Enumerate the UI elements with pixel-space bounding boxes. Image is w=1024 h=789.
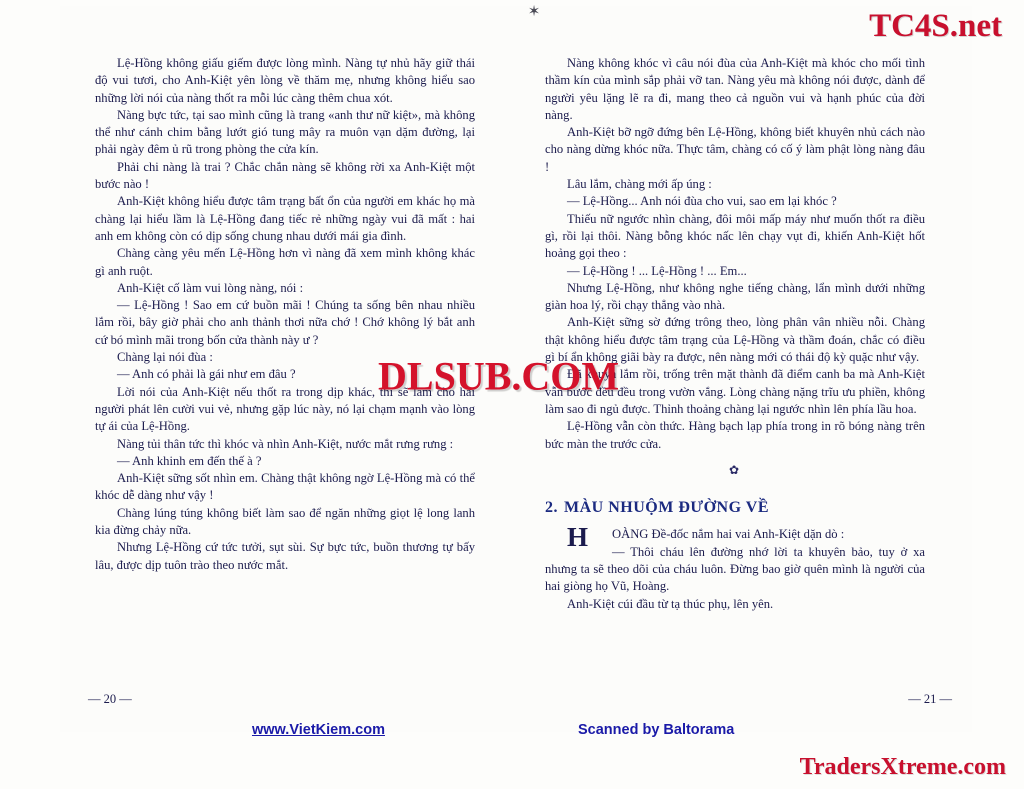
paragraph: Phải chi nàng là trai ? Chắc chắn nàng sẽ không rời xa Anh-Kiệt một bước nào ! [95, 159, 475, 192]
paragraph: Anh-Kiệt sững sờ đứng trông theo, lòng phân vân nhiều nỗi. Chàng thật không hiểu được tâm trạng của Lệ-Hồng và thầm đoán, chắc có điều gì bí ẩn không giãi bày ra được, nên nàng mới có thái độ kỳ quặc như vậy. [545, 315, 925, 365]
paragraph: Nhưng Lệ-Hồng, như không nghe tiếng chàng, lẩn mình dưới những giàn hoa lý, rồi chạy thẳng vào nhà. [545, 280, 925, 313]
paragraph: Chàng lại nói đùa : [117, 350, 213, 365]
paragraph: Chàng lúng túng không biết làm sao để ngăn những giọt lệ long lanh kia đừng chảy nữa. [95, 505, 475, 538]
paragraph: Anh-Kiệt bỡ ngỡ đứng bên Lệ-Hồng, không biết khuyên nhủ cách nào cho nàng dừng khóc nữa. Thực tâm, chàng có cố ý làm phật lòng nàng đâu ! [545, 125, 925, 174]
scanned-by-credit: Scanned by Baltorama [578, 722, 735, 738]
dialogue-paragraph: — Anh khinh em đến thế à ? [117, 453, 262, 468]
paragraph: Nàng bực tức, tại sao mình cũng là trang «anh thư nữ kiệt», mà không thể như cánh chim bằng lướt gió tung mây ra muôn vạn dặm đường, lại phải ngày đêm ủ rũ trong phòng the cửa kín. [95, 107, 475, 157]
dialogue-paragraph: — Lệ-Hồng ! Sao em cứ buồn mãi ! Chúng ta sống bên nhau nhiều lắm rồi, bây giờ phải cho anh thảnh thơi nữa chớ ! Chớ không lý bắt anh cứ bó mình mãi trong bốn cửa thành này ư ? [95, 298, 475, 347]
paragraph: Thiếu nữ ngước nhìn chàng, đôi môi mấp máy như muốn thốt ra điều gì, rồi lại thôi. Nàng bỗng khóc nấc lên chạy vụt đi, khiến Anh-Kiệt hốt hoảng gọi theo : [545, 211, 925, 261]
scan-mark-icon: ✶ [527, 2, 541, 20]
paragraph: Anh-Kiệt không hiểu được tâm trạng bất ổn của người em khác họ mà chàng lại hiểu lầm là Lệ-Hồng đang tiếc rẻ những ngày vui đã mất : hai anh em không còn có dịp sống chung nhau dưới mái gia đình. [95, 194, 475, 243]
paragraph: Lâu lắm, chàng mới ấp úng : [567, 177, 712, 192]
page-number-left: — 20 — [88, 692, 132, 706]
chapter-heading [545, 499, 925, 516]
paragraph: Anh-Kiệt cúi đầu từ tạ thúc phụ, lên yên. [567, 596, 774, 611]
paragraph: Lệ-Hồng vẫn còn thức. Hàng bạch lạp phía trong in rõ bóng nàng trên bức màn the trước cửa. [545, 419, 925, 451]
chapter-number: 2. [545, 499, 558, 517]
drop-cap: H [567, 522, 589, 553]
paragraph: Đã khuya lắm rồi, trống trên mặt thành đã điểm canh ba mà Anh-Kiệt vẫn bước đều đều trong vườn vắng. Lòng chàng nặng trĩu ưu phiền, không làm sao đi ngủ được. Thỉnh thoảng chàng lại ngước nhìn lên phía lầu hoa. [545, 367, 925, 416]
paragraph: Nàng không khóc vì câu nói đùa của Anh-Kiệt mà khóc cho mối tình thầm kín của mình sắp phải vỡ tan. Nàng yêu mà không nói được, dành để người yêu lặng lẽ ra đi, mang theo cả nguồn vui và hạnh phúc của đời nàng. [545, 56, 925, 122]
chapter-title: MÀU NHUỘM ĐƯỜNG VỀ [564, 499, 769, 517]
dialogue-paragraph: — Thôi cháu lên đường nhớ lời ta khuyên bảo, tuy ở xa nhưng ta sẽ theo dõi của cháu luôn. Đừng bao giờ quên mình là người của hai giòng họ Vũ, Hoàng. [545, 544, 925, 594]
dialogue-paragraph: — Lệ-Hồng... Anh nói đùa cho vui, sao em lại khóc ? [567, 194, 837, 209]
paragraph: Nhưng Lệ-Hồng cứ tức tưởi, sụt sùi. Sự bực tức, buồn thương tự bấy lâu, được dịp tuôn trào theo nước mắt. [95, 540, 475, 572]
chapter-paragraph-text: OÀNG Đề-đốc nắm hai vai Anh-Kiệt dặn dò : [612, 527, 845, 542]
dialogue-paragraph: — Anh có phải là gái như em đâu ? [117, 367, 296, 382]
dlsub-watermark: DLSUB.COM [378, 353, 620, 399]
paragraph: Chàng càng yêu mến Lệ-Hồng hơn vì nàng đã xem mình không khác gì anh ruột. [95, 246, 475, 278]
ornament-icon: ✿ [728, 462, 742, 477]
paragraph: Nàng tủi thân tức thì khóc và nhìn Anh-Kiệt, nước mắt rưng rưng : [117, 436, 454, 451]
paragraph: Anh-Kiệt sững sốt nhìn em. Chàng thật không ngờ Lệ-Hồng mà có thể khóc dễ dàng như vậy ! [95, 471, 475, 503]
tc4s-watermark: TC4S.net [869, 8, 1002, 44]
chapter-first-paragraph [545, 522, 925, 553]
dialogue-paragraph: — Lệ-Hồng ! ... Lệ-Hồng ! ... Em... [567, 263, 747, 278]
paragraph: Lời nói của Anh-Kiệt nếu thốt ra trong dịp khác, thì sẽ làm cho hai người phát lên cười vui vẻ, nhưng gặp lúc này, nó lại chạm mạnh vào lòng tự ái của Lệ-Hồng. [95, 384, 475, 434]
right-text-column [545, 55, 925, 613]
tradersxtreme-watermark: TradersXtreme.com [799, 754, 1006, 780]
paragraph: Anh-Kiệt cố làm vui lòng nàng, nói : [117, 280, 304, 295]
paragraph: Lệ-Hồng không giấu giếm được lòng mình. Nàng tự nhủ hãy giữ thái độ vui tươi, cho Anh-Kiệt yên lòng về thăm mẹ, nhưng không hiểu sao những lời nói của nàng thốt ra mỗi lúc càng thêm chua xót. [95, 56, 475, 105]
page-number-right: — 21 — [908, 692, 952, 706]
vietkiem-link[interactable]: www.VietKiem.com [252, 722, 385, 738]
left-text-column [95, 55, 475, 574]
